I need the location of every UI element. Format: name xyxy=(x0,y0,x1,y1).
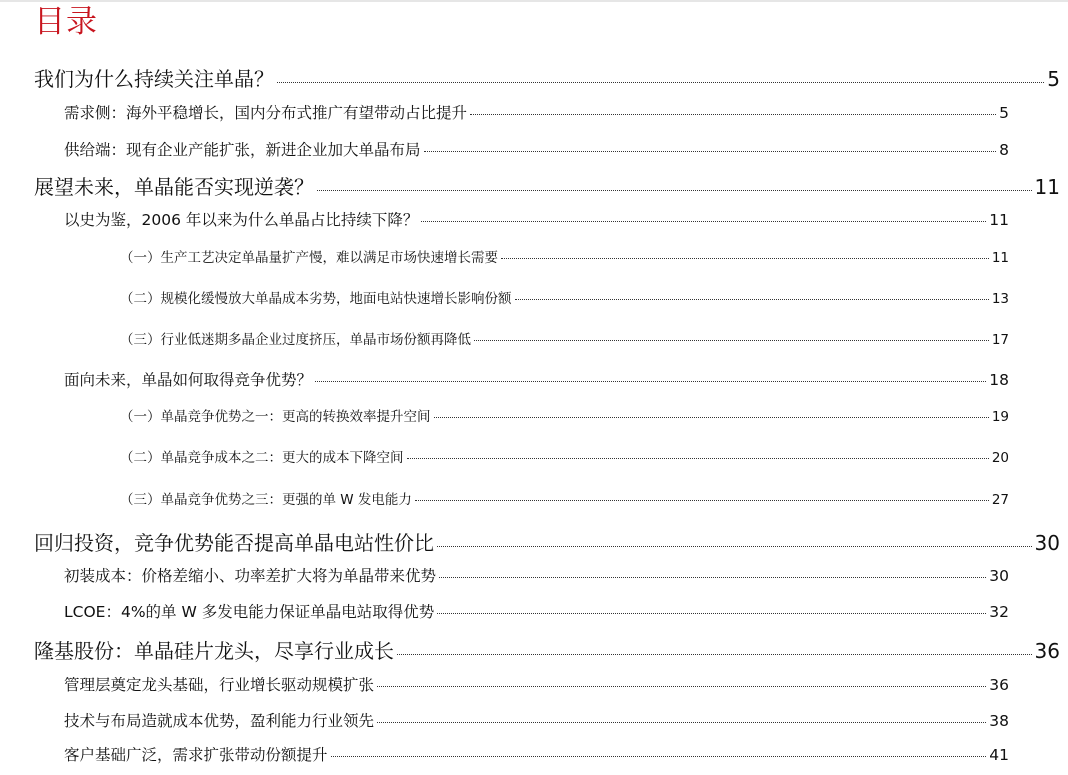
toc-entry-label: LCOE：4%的单 W 多发电能力保证单晶电站取得优势 xyxy=(64,603,435,621)
toc-entry[interactable] xyxy=(120,328,1009,348)
toc-entry-page: 13 xyxy=(991,291,1009,307)
toc-entry-label: 以史为鉴，2006 年以来为什么单晶占比持续下降？ xyxy=(64,211,419,229)
toc-entry-page: 19 xyxy=(991,409,1009,425)
toc-entry-label: （一）单晶竞争优势之一：更高的转换效率提升空间 xyxy=(120,409,431,425)
toc-entry-page: 32 xyxy=(989,603,1009,621)
dot-leader xyxy=(397,654,1032,655)
toc-entry[interactable] xyxy=(64,101,1009,123)
toc-entry-label: 隆基股份：单晶硅片龙头，尽享行业成长 xyxy=(34,639,394,663)
toc-entry-label: （二）单晶竞争成本之二：更大的成本下降空间 xyxy=(120,450,404,466)
toc-entry[interactable] xyxy=(64,600,1009,622)
toc-entry-label: 客户基础广泛，需求扩张带动份额提升 xyxy=(64,746,328,764)
toc-entry[interactable] xyxy=(64,208,1009,230)
toc-entry-label: （一）生产工艺决定单晶量扩产慢，难以满足市场快速增长需要 xyxy=(120,250,498,266)
toc-entry[interactable] xyxy=(34,635,1060,664)
toc-entry-page: 36 xyxy=(1034,639,1060,663)
toc-entry-page: 11 xyxy=(989,211,1009,229)
toc-entry[interactable] xyxy=(64,368,1009,390)
toc-entry-page: 5 xyxy=(1047,67,1060,91)
toc-entry-page: 41 xyxy=(989,746,1009,764)
toc-entry-page: 11 xyxy=(1034,175,1060,199)
dot-leader xyxy=(501,258,989,259)
toc-entry-page: 38 xyxy=(989,712,1009,730)
dot-leader xyxy=(421,221,986,222)
toc-entry-label: 管理层奠定龙头基础，行业增长驱动规模扩张 xyxy=(64,676,375,694)
toc-entry[interactable] xyxy=(120,488,1009,508)
toc-entry-page: 36 xyxy=(989,676,1009,694)
toc-entry-label: （三）行业低迷期多晶企业过度挤压，单晶市场份额再降低 xyxy=(120,332,471,348)
toc-entry-label: 我们为什么持续关注单晶？ xyxy=(34,67,274,91)
dot-leader xyxy=(434,417,989,418)
toc-entry-page: 27 xyxy=(991,492,1009,508)
toc-entry-page: 20 xyxy=(991,450,1009,466)
toc-entry[interactable] xyxy=(34,63,1060,92)
toc-entry[interactable] xyxy=(34,171,1060,200)
dot-leader xyxy=(424,151,997,152)
toc-entry-page: 5 xyxy=(999,104,1009,122)
toc-entry-label: 展望未来，单晶能否实现逆袭？ xyxy=(34,175,314,199)
toc-entry[interactable] xyxy=(120,246,1009,266)
toc-entry-label: 技术与布局造就成本优势，盈利能力行业领先 xyxy=(64,712,375,730)
dot-leader xyxy=(317,190,1032,191)
toc-entry-page: 30 xyxy=(989,567,1009,585)
dot-leader xyxy=(315,381,986,382)
dot-leader xyxy=(407,458,989,459)
toc-entry-page: 17 xyxy=(991,332,1009,348)
toc-entry-label: 回归投资，竞争优势能否提高单晶电站性价比 xyxy=(34,531,434,555)
dot-leader xyxy=(439,577,986,578)
toc-entry-page: 8 xyxy=(999,141,1009,159)
dot-leader xyxy=(470,114,996,115)
toc-entry[interactable] xyxy=(120,446,1009,466)
toc-entry[interactable] xyxy=(64,709,1009,731)
dot-leader xyxy=(474,340,989,341)
toc-entry-page: 30 xyxy=(1034,531,1060,555)
toc-entry-page: 18 xyxy=(989,371,1009,389)
toc-entry[interactable] xyxy=(64,673,1009,695)
toc-entry[interactable] xyxy=(64,564,1009,586)
dot-leader xyxy=(377,686,986,687)
dot-leader xyxy=(437,613,986,614)
dot-leader xyxy=(331,756,987,757)
toc-entry-label: 供给端：现有企业产能扩张，新进企业加大单晶布局 xyxy=(64,141,421,159)
toc-entry-label: 需求侧：海外平稳增长，国内分布式推广有望带动占比提升 xyxy=(64,104,468,122)
toc-entry-label: 面向未来，单晶如何取得竞争优势？ xyxy=(64,371,313,389)
toc-entry-label: 初装成本：价格差缩小、功率差扩大将为单晶带来优势 xyxy=(64,567,437,585)
toc-entry[interactable] xyxy=(64,743,1009,765)
dot-leader xyxy=(415,500,989,501)
toc-entry-label: （三）单晶竞争优势之三：更强的单 W 发电能力 xyxy=(120,492,412,508)
toc-entry[interactable] xyxy=(120,405,1009,425)
dot-leader xyxy=(277,82,1044,83)
toc-entry-label: （二）规模化缓慢放大单晶成本劣势，地面电站快速增长影响份额 xyxy=(120,291,512,307)
toc-entry-page: 11 xyxy=(991,250,1009,266)
dot-leader xyxy=(515,299,989,300)
dot-leader xyxy=(377,722,986,723)
toc-entry[interactable] xyxy=(34,527,1060,556)
toc-entry[interactable] xyxy=(64,138,1009,160)
toc-title: 目录 xyxy=(34,4,98,40)
toc-entry[interactable] xyxy=(120,287,1009,307)
dot-leader xyxy=(437,546,1032,547)
